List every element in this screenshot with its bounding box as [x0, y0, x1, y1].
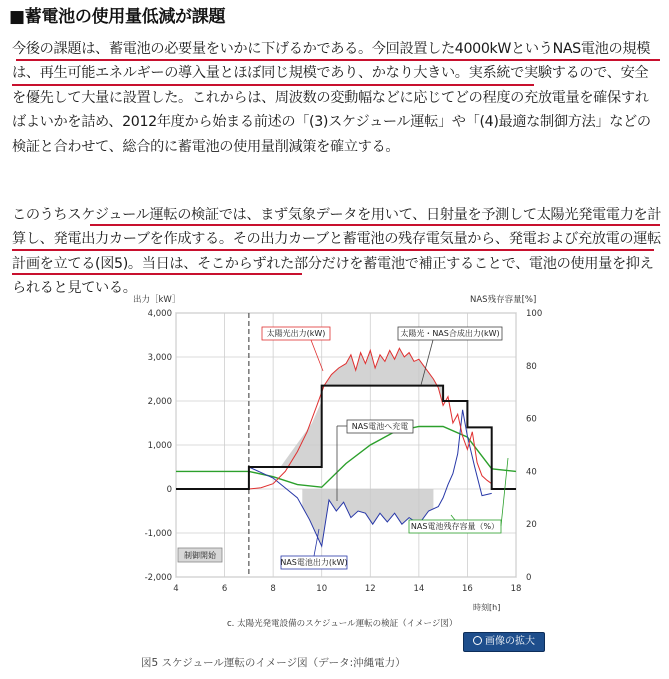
x-axis-label: 時刻[h]	[473, 603, 501, 612]
enlarge-image-label: 画像の拡大	[485, 636, 535, 647]
highlight-underline	[90, 224, 660, 226]
x-tick: 8	[270, 584, 276, 594]
y-tick-left: 1,000	[147, 441, 172, 451]
highlight-underline	[12, 84, 534, 86]
chart-subtitle: c. 太陽光発電設備のスケジュール運転の検証（イメージ図）	[227, 619, 458, 629]
schedule-chart-svg	[133, 293, 553, 633]
annotation-control-start: 制御開始	[184, 551, 216, 560]
annotation-nas-charge: NAS電池へ充電	[351, 422, 409, 431]
paragraph-2: このうちスケジュール運転の検証では、まず気象データを用いて、日射量を予測して太陽光発電電力を計算し、発電出力カーブを作成する。その出力カーブと蓄電池の残存電気量から、発電および充放電の運転計画を立てる(図5)。当日は、そこからずれた部分だけを蓄電池で補正することで、電池の使用量を抑えられると見ている。	[12, 207, 662, 297]
y-tick-left: 2,000	[147, 397, 172, 407]
y-axis-left-label: 出力［kW］	[133, 295, 181, 305]
paragraph-1: 今後の課題は、蓄電池の必要量をいかに下げるかである。今回設置した4000kWというNAS電池の規模は、再生可能エネルギーの導入量とほぼ同じ規模であり、かなり大きい。実系統で実験するので、安全を優先して大量に設置した。これからは、周波数の変動幅などに応じてどの程度の充放電量を確保すればよいかを詰め、2012年度から始まる前述の「(3)スケジュール運転」や「(4)最適な制御方法」などの検証と合わせて、総合的に蓄電池の使用量削減策を確立する。	[12, 41, 651, 155]
schedule-chart	[133, 293, 553, 633]
plot-area	[145, 309, 543, 594]
highlight-underline	[12, 273, 302, 275]
y-tick-left: 4,000	[147, 309, 172, 319]
y-tick-right: 100	[526, 309, 543, 319]
y-tick-right: 80	[526, 361, 537, 372]
x-tick: 14	[413, 584, 425, 594]
y-axis-right-label: NAS残存容量[%]	[470, 295, 537, 305]
x-tick: 16	[462, 584, 473, 594]
enlarge-image-button[interactable]	[463, 632, 545, 652]
section-heading: ■蓄電池の使用量低減が課題	[9, 7, 226, 27]
figure-caption: 図5 スケジュール運転のイメージ図（データ:沖縄電力）	[141, 657, 406, 669]
annotation-soc: NAS電池残存容量（%）	[410, 522, 500, 531]
highlight-underline	[12, 249, 654, 251]
x-tick: 10	[316, 584, 328, 594]
y-tick-left: -1,000	[144, 529, 172, 539]
annotation-nas-power: NAS電池出力(kW)	[280, 558, 348, 567]
y-tick-left: 3,000	[147, 353, 172, 363]
annotation-solar: 太陽光出力(kW)	[266, 329, 326, 338]
annotation-combined: 太陽光・NAS合成出力(kW)	[400, 329, 500, 338]
y-tick-right: 60	[526, 414, 537, 425]
y-tick-left: -2,000	[144, 573, 172, 583]
x-tick: 18	[510, 584, 522, 594]
y-tick-left: 0	[166, 485, 172, 495]
x-tick: 12	[364, 584, 376, 594]
highlight-underline	[16, 59, 660, 61]
y-tick-right: 40	[526, 467, 537, 478]
y-tick-right: 0	[526, 573, 532, 583]
magnifier-icon	[473, 636, 482, 645]
x-tick: 6	[221, 584, 228, 594]
x-tick: 4	[173, 584, 179, 594]
y-tick-right: 20	[526, 520, 537, 531]
